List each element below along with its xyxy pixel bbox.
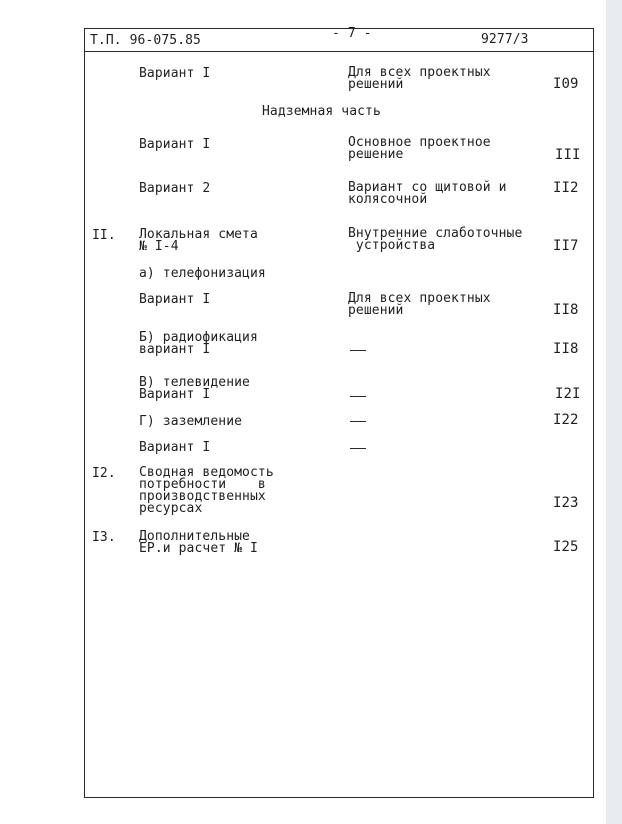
row-page: I23 — [553, 495, 579, 511]
row-desc: Локальная смета № I-4 — [139, 227, 258, 254]
row-page: I2I — [555, 386, 581, 402]
row-note-dash — [350, 448, 366, 449]
row-page: II8 — [553, 341, 579, 357]
row-page: II2 — [553, 180, 579, 196]
page-number: - 7 - — [332, 26, 372, 41]
row-note: Вариант со щитовой и колясочной — [348, 180, 507, 207]
row-desc: Вариант I — [139, 66, 211, 81]
row-page: II8 — [553, 302, 579, 318]
row-desc: Вариант I — [139, 137, 211, 152]
doc-code: Т.П. 96-075.85 — [90, 33, 201, 48]
row-note: Для всех проектных решений — [348, 65, 491, 92]
row-desc: Сводная ведомость потребности в производственных ресурсах — [139, 465, 274, 516]
row-desc: Вариант 2 — [139, 181, 211, 196]
section-heading: Надземная часть — [262, 104, 381, 119]
row-note: Основное проектное решение — [348, 135, 491, 162]
row-page: II7 — [553, 238, 579, 254]
row-number: I2. — [92, 466, 116, 481]
row-number: II. — [92, 228, 116, 243]
row-note: Внутренние слаботочные устройства — [348, 226, 523, 253]
row-page: I25 — [553, 539, 579, 555]
row-note-dash — [350, 350, 366, 351]
row-note-dash — [350, 396, 366, 397]
header-divider — [84, 51, 594, 52]
row-note: Для всех проектных решений — [348, 291, 491, 318]
row-page: III — [555, 147, 581, 163]
row-desc: Г) заземление — [139, 414, 243, 429]
row-desc: Б) радиофикация вариант I — [139, 330, 258, 357]
row-page: I09 — [553, 76, 579, 92]
row-desc: В) телевидение Вариант I — [139, 375, 250, 402]
row-page: I22 — [553, 412, 579, 428]
row-desc: Вариант I — [139, 292, 211, 307]
row-desc: Дополнительные ЕР.и расчет № I — [139, 529, 258, 556]
scan-margin — [606, 0, 622, 824]
row-desc: а) телефонизация — [139, 266, 266, 281]
doc-reference: 9277/3 — [481, 32, 529, 47]
row-number: I3. — [92, 530, 116, 545]
row-note-dash — [350, 421, 366, 422]
row-desc: Вариант I — [139, 440, 211, 455]
